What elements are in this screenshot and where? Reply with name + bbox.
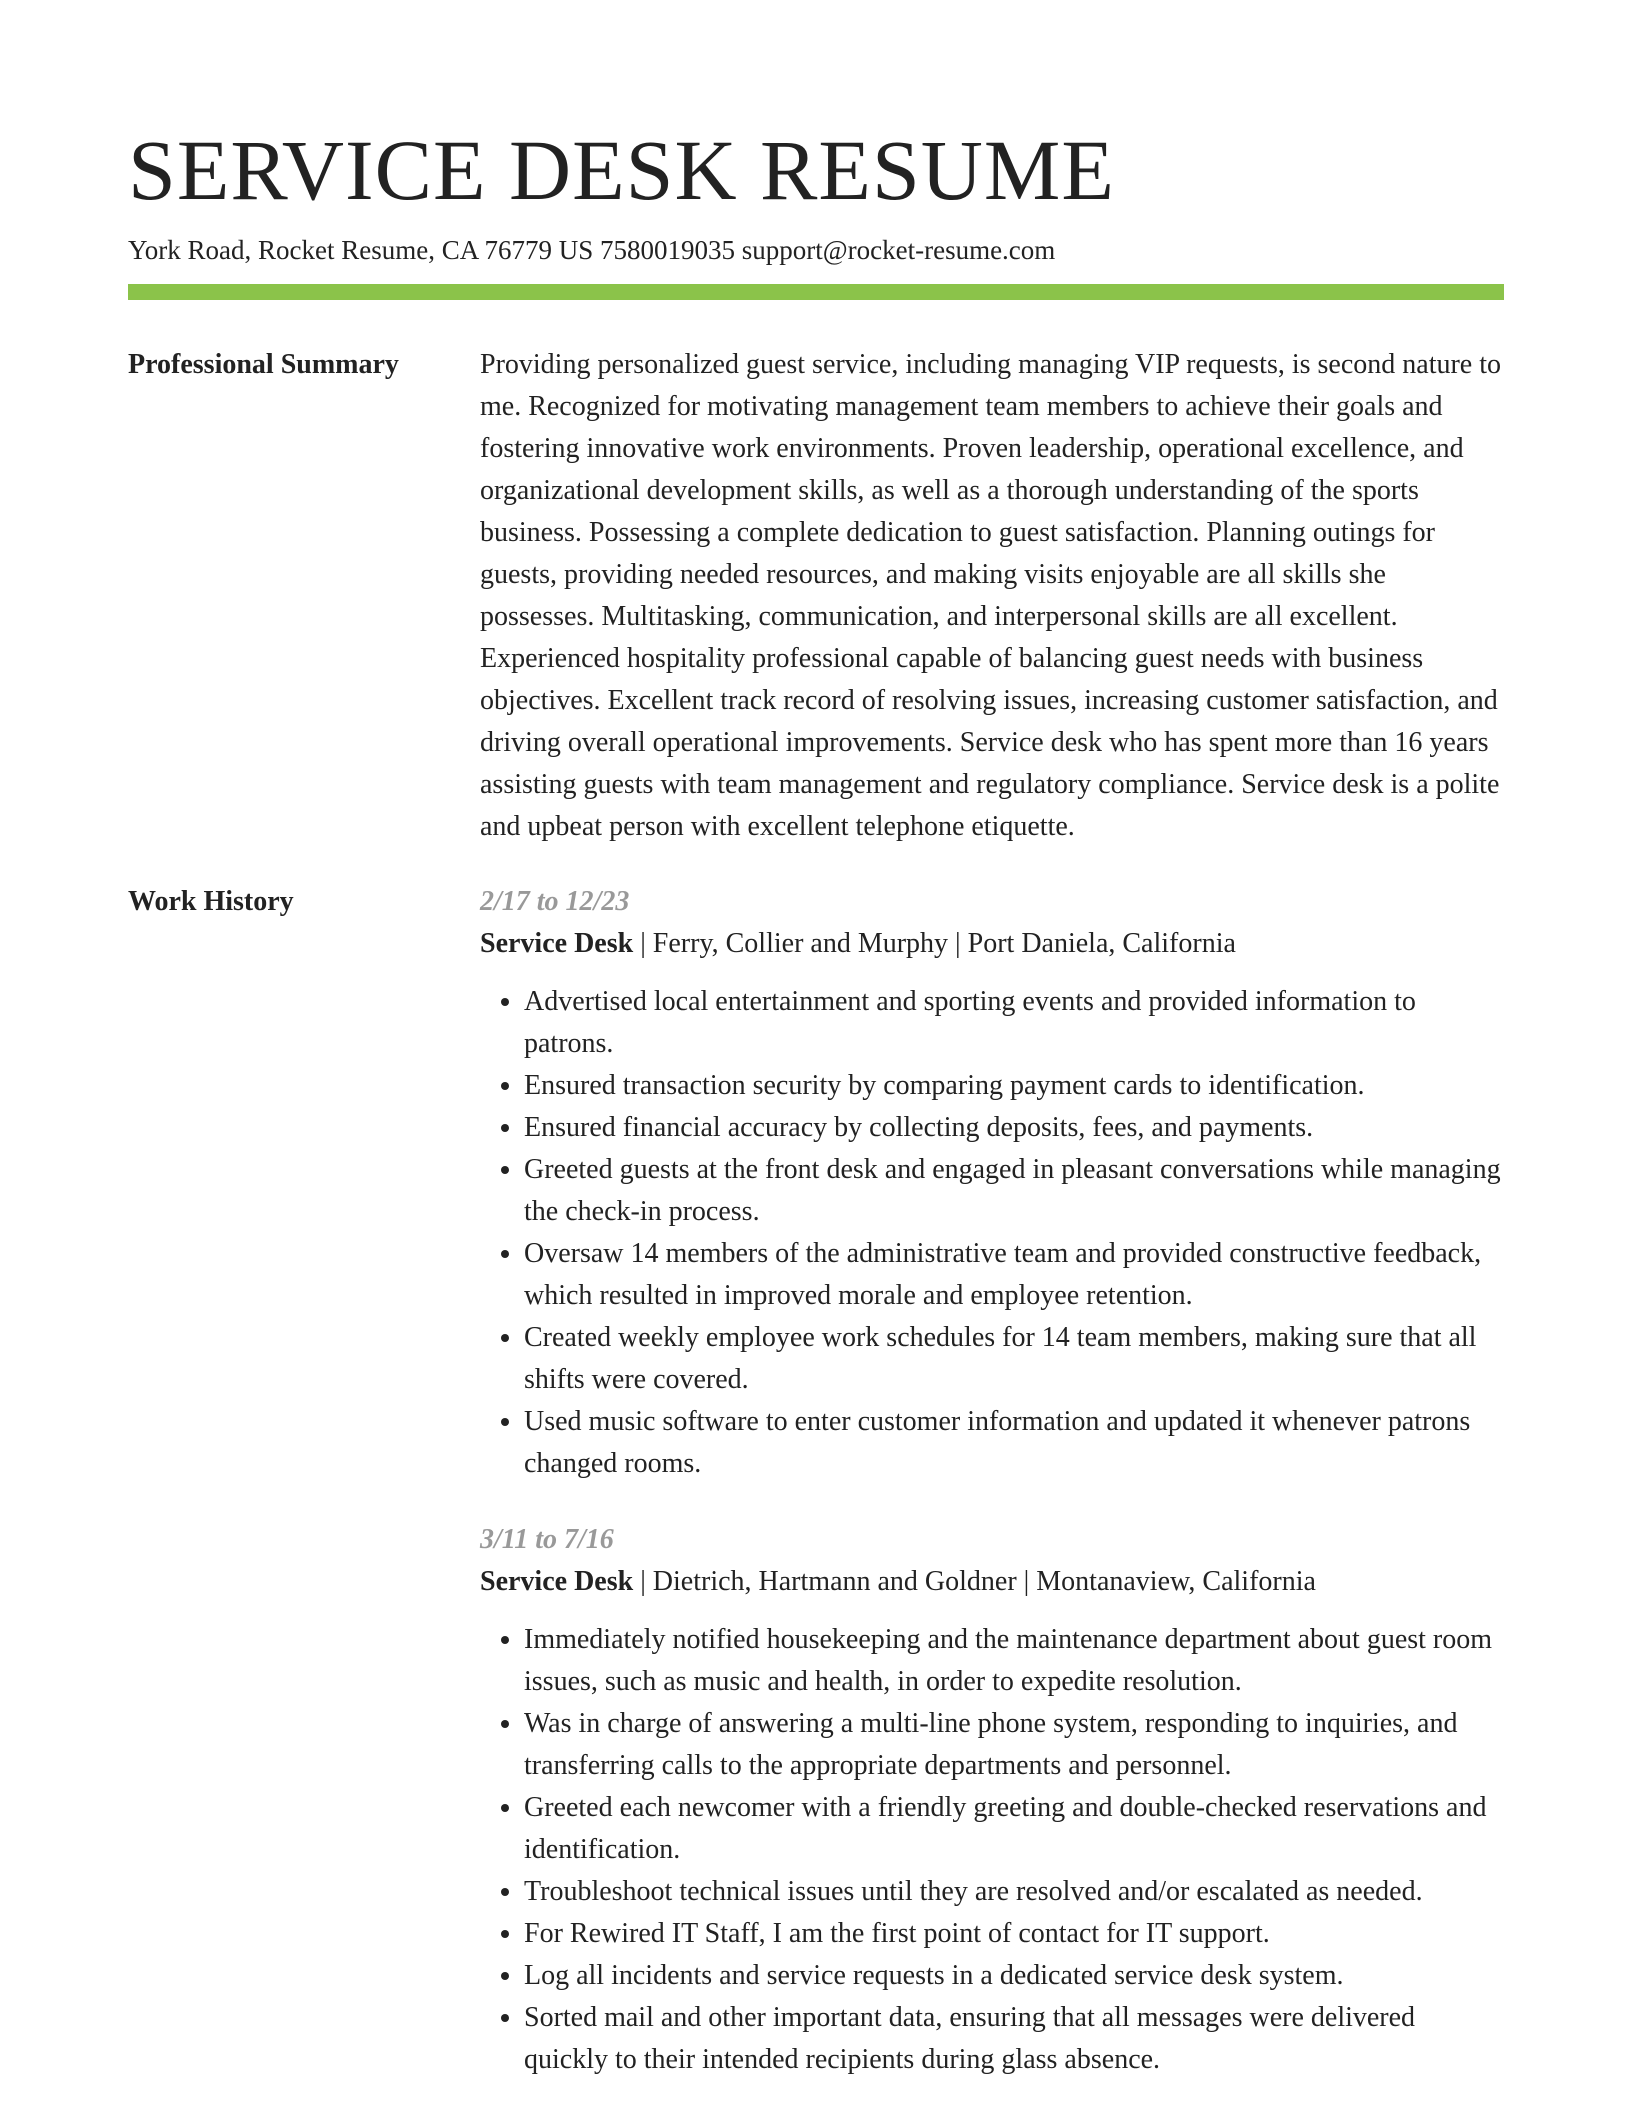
job-details: | Ferry, Collier and Murphy | Port Daniela, California xyxy=(633,928,1236,959)
duty-item: • Was in charge of answering a multi-line phone system, responding to inquiries, and transferring calls to the appropriate departments and personnel. xyxy=(524,1703,1504,1787)
job-title: Service Desk xyxy=(480,1566,634,1597)
contact-line: York Road, Rocket Resume, CA 76779 US 7580019035 support@rocket-resume.com xyxy=(128,235,1056,265)
summary-heading: Professional Summary xyxy=(128,349,399,380)
work-history-section xyxy=(128,881,1504,2115)
job-details: | Dietrich, Hartmann and Goldner | Montanaview, California xyxy=(633,1566,1316,1597)
duty-item: • Created weekly employee work schedules for 14 team members, making sure that all shifts were covered. xyxy=(524,1317,1504,1401)
duty-item: • Ensured transaction security by comparing payment cards to identification. xyxy=(524,1065,1504,1107)
job-duties xyxy=(480,981,1504,1485)
duty-item: • Troubleshoot technical issues until they are resolved and/or escalated as needed. xyxy=(524,1871,1504,1913)
job-dates: 3/11 to 7/16 xyxy=(480,1524,614,1555)
job-entry xyxy=(480,1519,1504,2081)
job-title: Service Desk xyxy=(480,928,634,959)
duty-item: • Greeted each newcomer with a friendly greeting and double-checked reservations and identification. xyxy=(524,1787,1504,1871)
duty-item: • Used music software to enter customer information and updated it whenever patrons changed rooms. xyxy=(524,1401,1504,1485)
duty-item: • Immediately notified housekeeping and the maintenance department about guest room issues, such as music and health, in order to expedite resolution. xyxy=(524,1619,1504,1703)
duty-item: • Greeted guests at the front desk and engaged in pleasant conversations while managing the check-in process. xyxy=(524,1149,1504,1233)
job-entry xyxy=(480,881,1504,1485)
job-duties xyxy=(480,1619,1504,2081)
job-dates: 2/17 to 12/23 xyxy=(480,886,630,917)
job-heading xyxy=(480,1561,1504,1603)
resume-title: SERVICE DESK RESUME xyxy=(128,122,1115,218)
work-history-heading: Work History xyxy=(128,886,294,917)
duty-item: • Log all incidents and service requests in a dedicated service desk system. xyxy=(524,1955,1504,1997)
duty-item: • Oversaw 14 members of the administrative team and provided constructive feedback, which resulted in improved morale and employee retention. xyxy=(524,1233,1504,1317)
duty-item: • Advertised local entertainment and sporting events and provided information to patrons. xyxy=(524,981,1504,1065)
resume-page xyxy=(128,118,1504,2115)
header-divider xyxy=(128,284,1504,300)
summary-section xyxy=(128,344,1504,848)
duty-item: • Sorted mail and other important data, ensuring that all messages were delivered quickly to their intended recipients during glass absence. xyxy=(524,1997,1504,2081)
job-heading xyxy=(480,923,1504,965)
duty-item: • Ensured financial accuracy by collecting deposits, fees, and payments. xyxy=(524,1107,1504,1149)
summary-text: Providing personalized guest service, including managing VIP requests, is second nature to me. Recognized for motivating management team members to achieve their goals and fostering innovative work environments. Proven leadership, operational excellence, and organizational development skills, as well as a thorough understanding of the sports business. Possessing a complete dedication to guest satisfaction. Planning outings for guests, providing needed resources, and making visits enjoyable are all skills she possesses. Multitasking, communication, and interpersonal skills are all excellent. Experienced hospitality professional capable of balancing guest needs with business objectives. Excellent track record of resolving issues, increasing customer satisfaction, and driving overall operational improvements. Service desk who has spent more than 16 years assisting guests with team management and regulatory compliance. Service desk is a polite and upbeat person with excellent telephone etiquette. xyxy=(480,349,1502,842)
duty-item: • For Rewired IT Staff, I am the first point of contact for IT support. xyxy=(524,1913,1504,1955)
